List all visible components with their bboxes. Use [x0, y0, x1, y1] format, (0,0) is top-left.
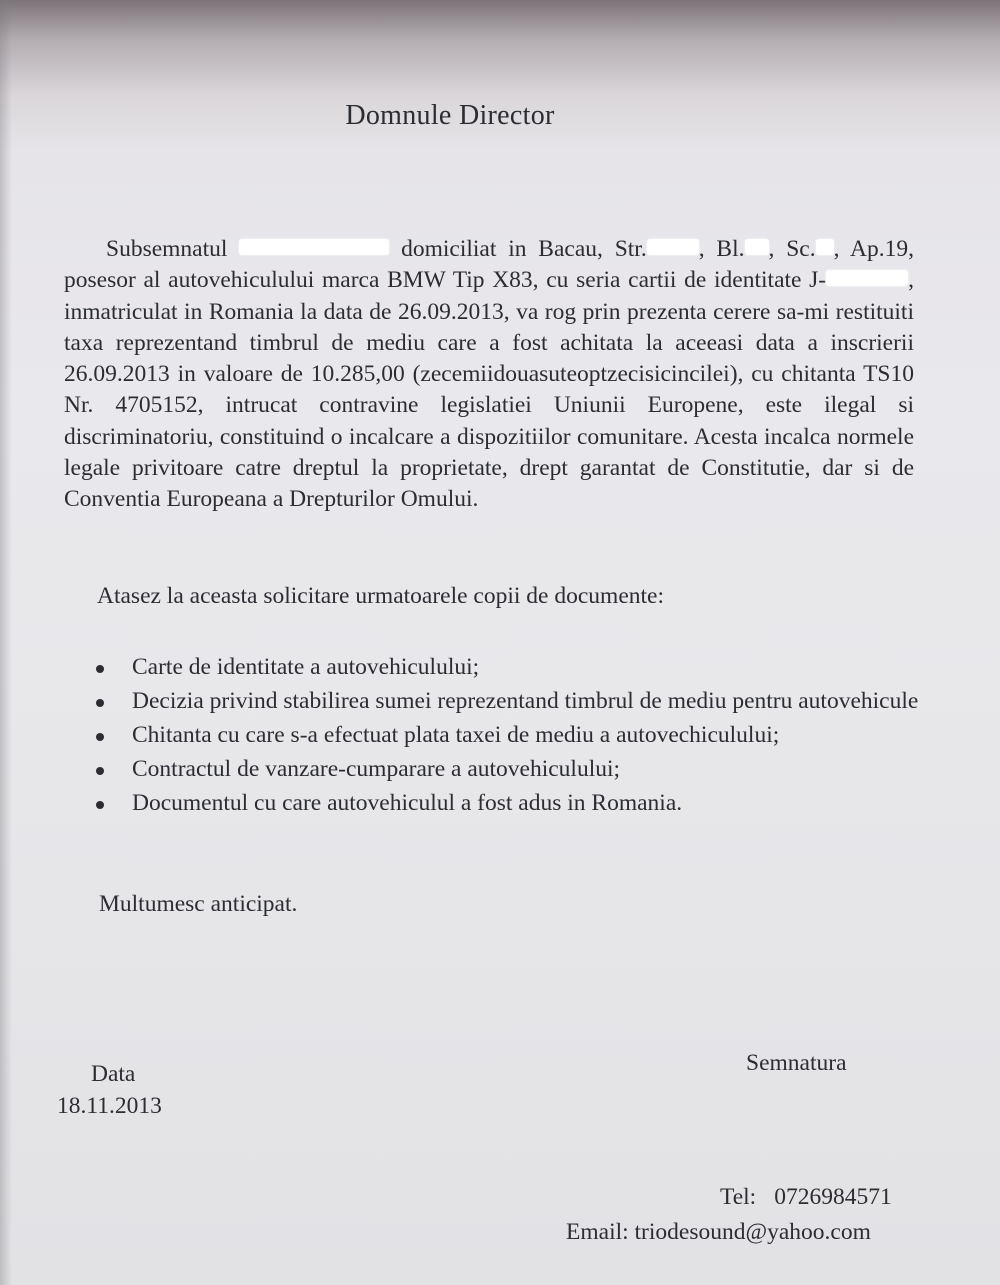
date-label: Data — [91, 1061, 136, 1087]
paragraph-text-6: Ap.19, posesor al autovehiculului marca BMW Tip X83, cu seria cartii de identitate J- — [64, 236, 914, 294]
bullet-icon — [96, 801, 104, 809]
bullet-icon — [96, 767, 104, 775]
paragraph-text-5: , — [833, 236, 840, 262]
paragraph-text-3: , Bl. — [698, 236, 745, 262]
bullet-icon — [96, 733, 104, 741]
list-item-text: Decizia privind stabilirea sumei reprezentand timbrul de mediu pentru autovehicule — [132, 688, 919, 714]
list-item-text: Chitanta cu care s-a efectuat plata taxei de mediu a autovechiculului; — [132, 722, 780, 748]
redacted-id-series — [826, 270, 908, 286]
redacted-street — [647, 239, 699, 255]
list-item — [0, 650, 932, 684]
phone-line — [720, 1184, 892, 1211]
email-line — [566, 1219, 871, 1246]
paragraph-text-4: , Sc. — [768, 236, 816, 262]
paragraph-text-2: domiciliat in Bacau, Str. — [401, 236, 647, 262]
phone-label: Tel: — [720, 1184, 757, 1210]
bullet-icon — [96, 699, 104, 707]
list-item-text: Carte de identitate a autovehiculului; — [132, 654, 480, 680]
email-address: triodesound@yahoo.com — [634, 1219, 871, 1245]
attachments-intro: Atasez la aceasta solicitare urmatoarele copii de documente: — [97, 583, 664, 609]
list-item — [0, 684, 932, 718]
date-value: 18.11.2013 — [57, 1093, 162, 1119]
phone-number: 0726984571 — [774, 1184, 892, 1210]
list-item — [0, 752, 932, 786]
redacted-staircase — [816, 239, 834, 255]
attachments-list — [0, 650, 1000, 820]
page-shadow — [0, 0, 12, 1285]
redacted-block — [745, 239, 769, 255]
list-item — [0, 718, 932, 752]
redacted-name — [239, 239, 389, 255]
list-item — [0, 786, 932, 820]
list-item-text: Documentul cu care autovehiculul a fost adus in Romania. — [132, 790, 683, 816]
closing-text: Multumesc anticipat. — [99, 891, 298, 917]
request-paragraph — [64, 234, 914, 516]
paragraph-text-1: Subsemnatul — [106, 236, 228, 262]
paragraph-text-7: , inmatriculat in Romania la data de 26.09.2013, va rog prin prezenta cerere sa-mi restituiti taxa reprezentand timbrul de mediu care a fost achitata la aceeasi data a inscrierii 26.09.2013 in valoare de 10.285,00 (zecemiidouasuteoptzecisicincilei), cu chitanta TS10 Nr. 4705152, intrucat contravine legislatiei Uniunii Europene, este ilegal si discriminatoriu, constituind o incalcare a dispozitiilor comunitare. Acesta incalca normele legale privitoare catre dreptul la proprietate, drept garantat de Constitutie, dar si de Conventia Europeana a Drepturilor Omului. — [64, 267, 914, 513]
list-item-text: Contractul de vanzare-cumparare a autovehiculului; — [132, 756, 621, 782]
document-title: Domnule Director — [345, 100, 555, 131]
bullet-icon — [96, 665, 104, 673]
signature-label: Semnatura — [746, 1050, 847, 1076]
email-label: Email: — [566, 1219, 629, 1245]
